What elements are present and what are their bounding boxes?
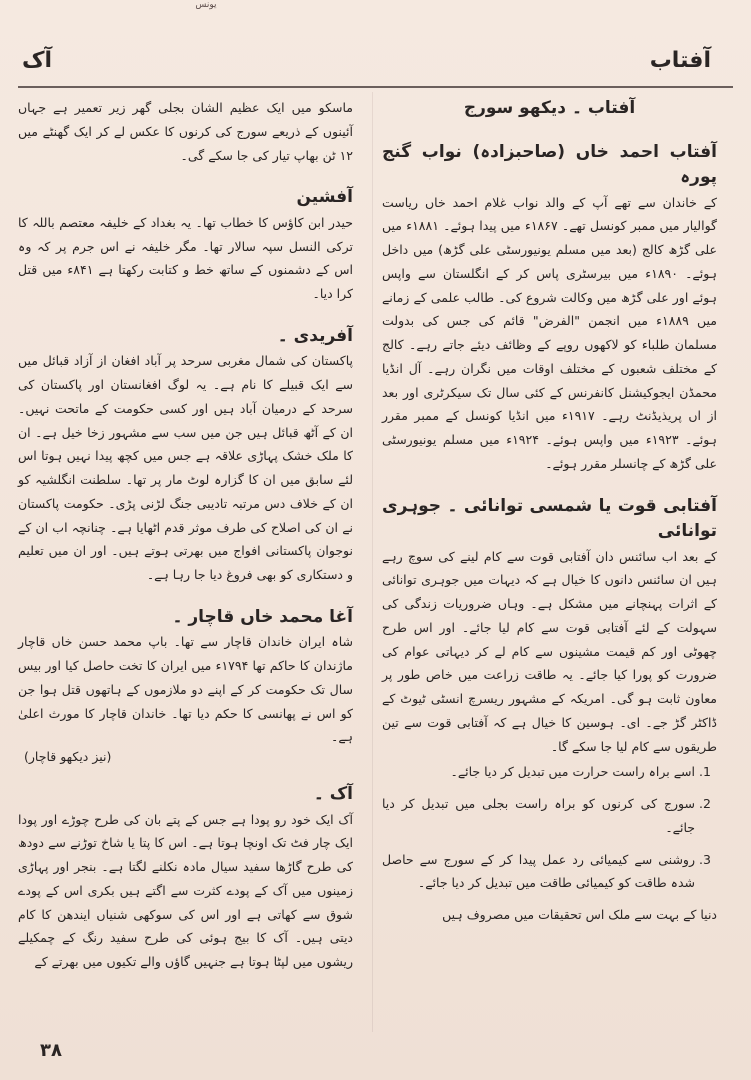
right-column <box>382 96 717 945</box>
entry-body: کے خاندان سے تھے آپ کے والد نواب غلام احمد خاں ریاست گوالیار میں ممبر کونسل تھے۔ ۱۸۶۷ء میں پیدا ہوئے۔ ۱۸۸۱ء میں علی گڑھ کالج (بعد میں مسلم یونیورسٹی علی گڑھ) میں داخل ہوئے۔ ۱۸۹۰ء میں بیرسٹری پاس کر کے انگلستان سے واپس ہوئے اور علی گڑھ میں وکالت شروع کی۔ طالب علمی کے زمانے میں ۱۸۸۹ء میں انجمن "الفرض" قائم کی جس کی بدولت مسلمان طلباء کو لاکھوں روپے کے وظائف دیئے جاتے رہے۔ کالج کے مختلف شعبوں کے مختلف اوقات میں نگران رہے۔ آل انڈیا محمڈن ایجوکیشنل کانفرنس کے کئی سال تک سیکرٹری اور بعد از اں پریذیڈنٹ رہے۔ ۱۹۱۷ء میں انڈیا کونسل کے ممبر مقرر ہوئے۔ ۱۹۲۳ء میں واپس ہوئے۔ ۱۹۲۴ء میں مسلم یونیورسٹی علی گڑھ کے چانسلر مقرر ہوئے۔ <box>382 194 718 471</box>
entry-aftab <box>382 96 717 122</box>
page-number: ۳۸ <box>40 1040 62 1061</box>
entry-title: آفتاب احمد خاں (صاحبزادہ) نواب گنج پورہ <box>382 141 717 187</box>
entry-title: آفتابی قوت یا شمسی توانائی ۔ جوہری توانائی <box>382 495 717 541</box>
entry-afshin <box>18 185 353 306</box>
entry-continuation <box>18 96 353 167</box>
entry-aftab-ahmad-khan <box>382 140 717 476</box>
entry-body: آک ایک خود رو پودا ہے جس کے پتے بان کی طرح چوڑے اور پودا ایک چار فٹ تک اونچا ہوتا ہے۔ اس کا پتا یا شاخ توڑنے سے دودھ کی طرح گاڑھا سفید سیال مادہ نکلنے لگتا ہے۔ بنجر اور پہاڑی زمینوں میں آک کے پودے کثرت سے اگتے ہیں بکری اس کے پودے شوق سے کھاتی ہے اور اس کی سوکھی شنیاں ایندھن کا کام دیتی ہیں۔ آک کا بیج ہوئی کی طرح سفید رنگ کے چمکیلے ریشوں میں لپٹا ہوتا ہے جنہیں گاؤں والے تکیوں میں بھرتے کے <box>18 811 353 969</box>
top-stamp: یونس <box>195 0 217 10</box>
list-item: 3. روشنی سے کیمیائی رد عمل پیدا کر کے سورج سے حاصل شدہ طاقت کو کیمیائی طاقت میں تبدیل کر دیا جائے۔ <box>382 848 695 896</box>
left-column <box>18 96 353 992</box>
header-rule <box>18 86 733 88</box>
entry-body: ماسکو میں ایک عظیم الشان بجلی گھر زیر تعمیر ہے جہاں آئینوں کے ذریعے سورج کی کرنوں کا عکس لے کر ایک گھنٹے میں ۱۲ ٹن بھاپ تیار کی جا سکے گی۔ <box>18 100 353 163</box>
entry-agha-muhammad-khan <box>18 605 353 764</box>
cross-reference: (نیز دیکھو قاچار) <box>24 749 112 764</box>
header-right-title: آفتاب <box>649 48 711 73</box>
entry-body: کے بعد اب سائنس دان آفتابی قوت سے کام لینے کی سوچ رہے ہیں ان سائنس دانوں کا خیال ہے کہ دیہات میں جوہری توانائی کے اثرات پہنچانے میں مشکل ہے۔ وہاں ضروریات زندگی کی سہولت کے لئے آفتابی قوت سے کام لیا جائے۔ اور اس طرح چھوٹی اور کم قیمت مشینوں سے کام لے کر دیہاتی عوام کی ضرورت کو پورا کیا جائے۔ یہ طاقت زراعت میں خاص طور پر معاون ثابت ہو گی۔ امریکہ کے مشہور ریسرچ انسٹی ٹیوٹ کے ڈاکٹر گڑ جے۔ ای۔ ہوسین کا خیال ہے کہ آفتابی قوت سے تین طریقوں سے کام لیا جا سکے گا۔ <box>382 548 717 754</box>
entry-title: آفشین <box>296 187 353 208</box>
list-item: 1. اسے براہ راست حرارت میں تبدیل کر دیا جائے۔ <box>382 760 695 784</box>
list-item: 2. سورج کی کرنوں کو براہ راست بجلی میں تبدیل کر دیا جائے۔ <box>382 792 695 840</box>
entry-afridi <box>18 324 353 587</box>
entry-solar-energy <box>382 494 717 927</box>
entry-tail: دنیا کے بہت سے ملک اس تحقیقات میں مصروف ہیں <box>442 907 717 922</box>
entry-body: شاہ ایران خاندان قاچار سے تھا۔ باپ محمد حسن خاں قاچار ماژندان کا حاکم تھا ۱۷۹۴ء میں ایران کا تخت حاصل کیا اور بیس سال تک حکومت کر کے اپنے دو ملازموں کے ہاتھوں قتل ہوا جن کو اس نے پھانسی کا حکم دیا تھا۔ خاندان قاچار کا مورث اعلیٰ ہے۔ <box>18 634 353 745</box>
entry-title: آغا محمد خاں قاچار ۔ <box>172 606 353 627</box>
entry-title: آفریدی ۔ <box>277 325 353 346</box>
header-left-title: آک <box>22 48 53 73</box>
entry-title: آک ۔ <box>313 784 353 804</box>
page-fold <box>372 92 373 1032</box>
entry-title: آفتاب ۔ دیکھو سورج <box>463 98 636 118</box>
entry-body: حیدر ابن کاؤس کا خطاب تھا۔ یہ بغداد کے خلیفہ معتصم باللہ کا ترکی النسل سپہ سالار تھا۔ مگر خلیفہ نے اس جرم پر کہ وہ اس کے دشمنوں کے ساتھ خط و کتابت رکھتا ہے ۸۴۱ء میں قتل کرا دیا۔ <box>18 214 353 301</box>
solar-methods-list <box>382 760 717 895</box>
entry-body: پاکستان کی شمال مغربی سرحد پر آباد افغان از آزاد قبائل میں سے ایک قبیلے کا نام ہے۔ یہ لوگ افغانستان اور پاکستان کی سرحد کے درمیان آباد ہیں اور کسی حکومت کے ماتحت نہیں۔ ان کے آٹھ قبائل ہیں جن میں سب سے مشہور زخا خیل ہے۔ ان کا ملک خشک پہاڑی علاقہ ہے جس میں کچھ پیدا نہیں ہوتا اس لئے سابق میں ان کا گزارہ لوٹ مار پر تھا۔ سلطنت انگلشیہ کو ان کے خلاف دس مرتبہ تادیبی جنگ لڑنی پڑی۔ حکومت پاکستان نے ان کی اصلاح کی طرف موثر قدم اٹھایا ہے۔ چنانچہ اب ان کے نوجوان پاکستانی افواج میں بھرتی ہوتے ہیں۔ اور ان میں تعلیم و دستکاری کو بھی فروغ دیا جا رہا ہے۔ <box>18 353 353 582</box>
entry-aak <box>18 782 353 974</box>
